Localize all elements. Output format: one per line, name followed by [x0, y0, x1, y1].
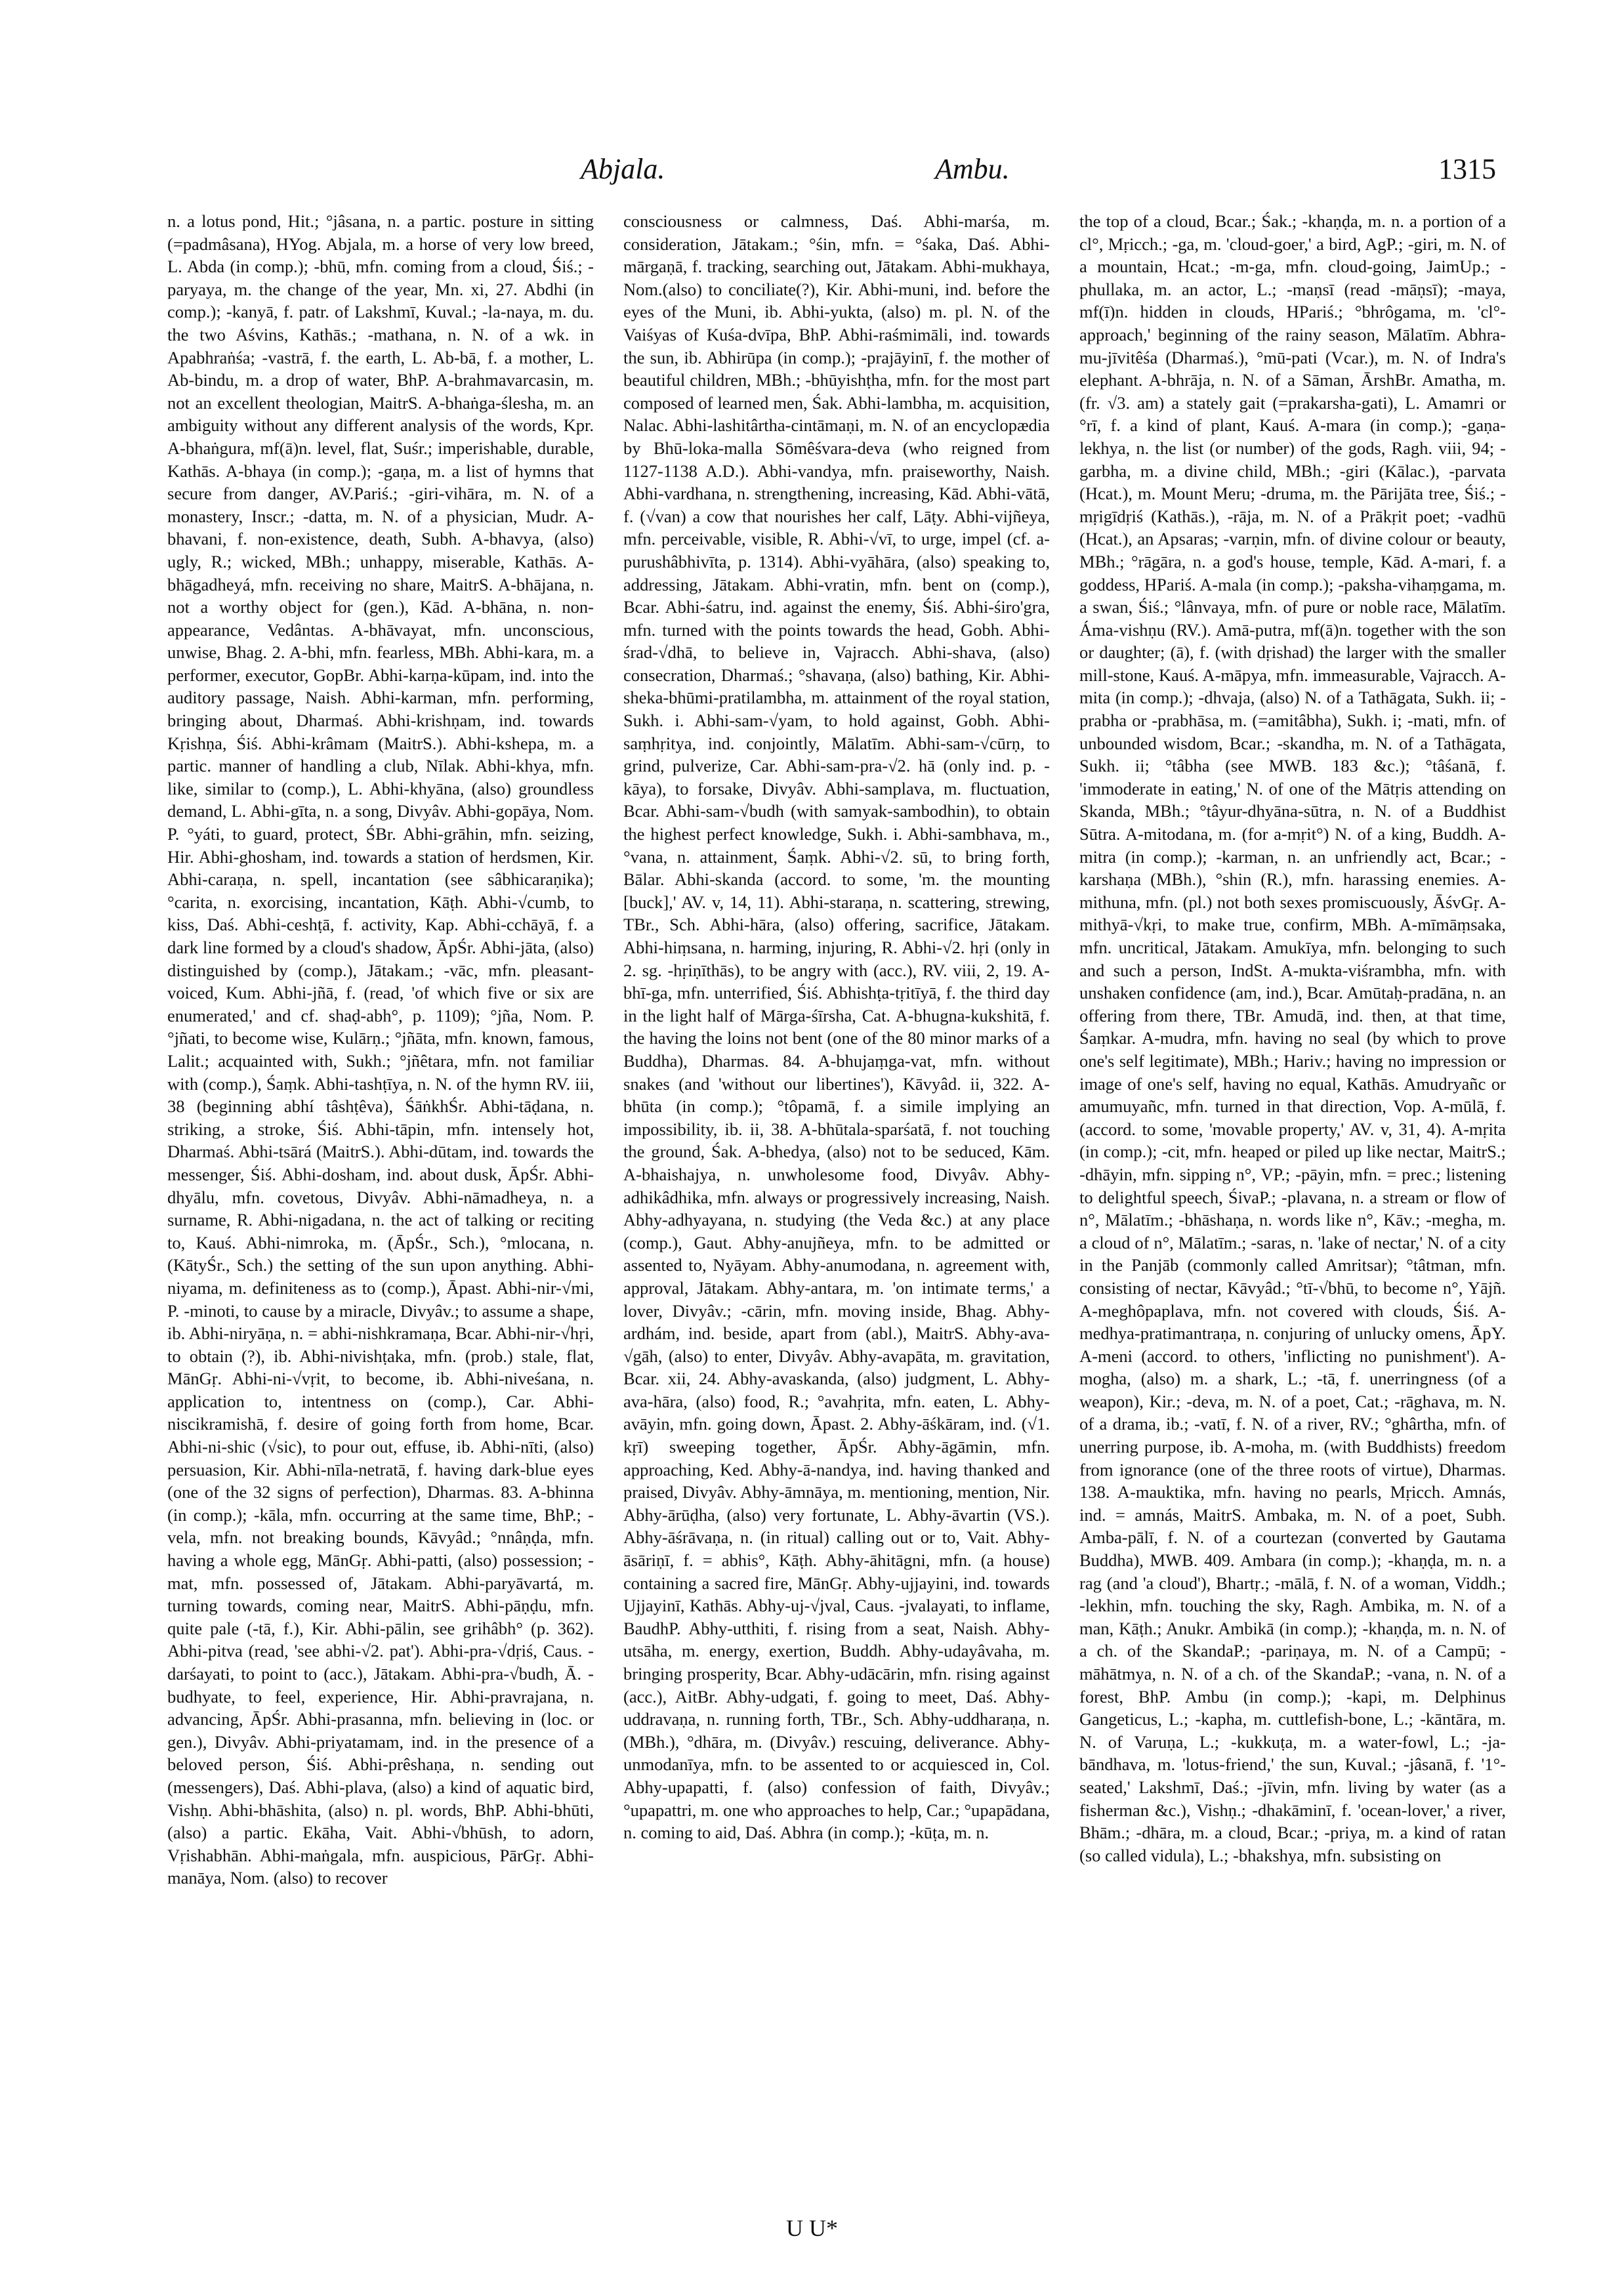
- column-1: [167, 210, 594, 2152]
- column-3: [1079, 210, 1506, 2152]
- column-3-text: the top of a cloud, Bcar.; Śak.; -khaṇḍa, m. n. a portion of a cl°, Mṛicch.; -ga, m. 'cloud-goer,' a bird, AgP.; -giri, m. N. of a mountain, Hcat.; -m-ga, mfn. cloud-going, JaimUp.; -phullaka, m. an actor, L.; -maṇsī (read -māṇsī); -maya, mf(ī)n. hidden in clouds, HPariś.; °bhrôgama, m. 'cl°-approach,' beginning of the rainy season, Mālatīm. Abhra-mu-jīvitêśa (Dharmaś.), °mū-pati (Vcar.), m. N. of Indra's elephant. A-bhrāja, n. N. of a Sāman, ĀrshBr. Amatha, m. (fr. √3. am) a stately gait (=prakarsha-gati), L. Amamri or °rī, f. a kind of plant, Kauś. A-mara (in comp.); -gaṇa-lekhya, n. the list (or number) of the gods, Ragh. viii, 94; -garbha, m. a divine child, MBh.; -giri (Kālac.), -parvata (Hcat.), m. Mount Meru; -druma, m. the Pārijāta tree, Śiś.; -mṛigīdṛiś (Kathās.), -rāja, m. N. of a Prākṛit poet; -vadhū (Hcat.), an Apsaras; -varṇin, mfn. of divine colour or beauty, MBh.; °rāgāra, n. a god's house, temple, Kād. A-mari, f. a goddess, HPariś. A-mala (in comp.); -paksha-vihaṃgama, m. a swan, Śiś.; °lânvaya, mfn. of pure or noble race, Mālatīm. Áma-vishṇu (RV.). Amā-putra, mf(ā)n. together with the son or daughter; (ā), f. (with dṛishad) the larger with the smaller mill-stone, Kauś. A-māpya, mfn. immeasurable, Vajracch. A-mita (in comp.); -dhvaja, (also) N. of a Tathāgata, Sukh. ii; -prabha or -prabhāsa, m. (=amitâbha), Sukh. i; -mati, mfn. of unbounded wisdom, Bcar.; -skandha, m. N. of a Tathāgata, Sukh. ii; °tâbha (see MWB. 183 &c.); °tâśanā, f. 'immoderate in eating,' N. of one of the Mātṛis attending on Skanda, MBh.; °tâyur-dhyāna-sūtra, n. N. of a Buddhist Sūtra. A-mitodana, m. (for a-mṛit°) N. of a king, Buddh. A-mitra (in comp.); -karman, n. an unfriendly act, Bcar.; -karshaṇa (MBh.), °shin (R.), mfn. harassing enemies. A-mithuna, mfn. (pl.) not both sexes promiscuously, ĀśvGṛ. A-mithyā-√kṛi, to make true, confirm, MBh. A-mīmāṃsaka, mfn. uncritical, Jātakam. Amukīya, mfn. belonging to such and such a person, IndSt. A-mukta-viśrambha, mfn. with unshaken confidence (am, ind.), Bcar. Amūtaḥ-pradāna, n. an offering from there, TBr. Amudā, ind. then, at that time, Śaṃkar. A-mudra, mfn. having no seal (by which to prove one's self legitimate), MBh.; Hariv.; having no impression or image of one's self, having no equal, Kathās. Amudryañc or amumuyañc, mfn. turned in that direction, Vop. A-mūlā, f. (accord. to some, 'movable property,' AV. v, 31, 4). A-mṛita (in comp.); -cit, mfn. heaped or piled up like nectar, MaitrS.; -dhāyin, mfn. sipping n°, VP.; -pāyin, mfn. = prec.; listening to delightful speech, ŚivaP.; -plavana, n. a stream or flow of n°, Mālatīm.; -bhāshaṇa, n. words like n°, Kāv.; -megha, m. a cloud of n°, Mālatīm.; -saras, n. 'lake of nectar,' N. of a city in the Panjāb (commonly called Amritsar); °tâtman, mfn. consisting of nectar, Kāvyâd.; °tī-√bhū, to become n°, Yājñ. A-meghôpaplava, mfn. not covered with clouds, Śiś. A-medhya-pratimantraṇa, n. conjuring of unlucky omens, ĀpY. A-meni (accord. to others, 'inflicting no punishment'). A-mogha, (also) m. a shark, L.; -tā, f. unerringness (of a weapon), Kir.; -deva, m. N. of a poet, Cat.; -rāghava, m. N. of a drama, ib.; -vatī, f. N. of a river, RV.; °ghârtha, mfn. of unerring purpose, ib. A-moha, m. (with Buddhists) freedom from ignorance (one of the three roots of virtue), Dharmas. 138. A-mauktika, mfn. having no pearls, Mṛicch. Amnás, ind. = amnás, MaitrS. Ambaka, m. N. of a poet, Subh. Amba-pālī, f. N. of a courtezan (converted by Gautama Buddha), MWB. 409. Ambara (in comp.); -khaṇḍa, m. n. a rag (and 'a cloud'), Bhartṛ.; -mālā, f. N. of a woman, Viddh.; -lekhin, mfn. touching the sky, Ragh. Ambika, m. N. of a man, Kāṭh.; Anukr. Ambikā (in comp.); -khaṇḍa, m. n. N. of a ch. of the SkandaP.; -pariṇaya, m. N. of a Campū; -māhātmya, n. N. of a ch. of the SkandaP.; -vana, n. N. of a forest, BhP. Ambu (in comp.); -kapi, m. Delphinus Gangeticus, L.; -kapha, m. cuttlefish-bone, L.; -kāntāra, m. N. of Varuṇa, L.; -kukkuṭa, m. a water-fowl, L.; -ja-bāndhava, m. 'lotus-friend,' the sun, Kuval.; -jâsanā, f. '1°-seated,' Lakshmī, Daś.; -jīvin, mfn. living by water (as a fisherman &c.), Vishṇ.; -dhakāminī, f. 'ocean-lover,' a river, Bhām.; -dhāra, m. a cloud, Bcar.; -priya, m. a kind of ratan (so called vidula), L.; -bhakshya, mfn. subsisting on: [1079, 211, 1506, 1865]
- right-running-headword: Ambu.: [935, 153, 1010, 185]
- left-running-headword: Abjala.: [581, 153, 665, 185]
- page-header: [167, 152, 1496, 198]
- signature-mark: U U*: [786, 2215, 838, 2241]
- column-2: [623, 210, 1050, 2152]
- page-number: 1315: [1438, 153, 1496, 185]
- column-2-text: consciousness or calmness, Daś. Abhi-marśa, m. consideration, Jātakam.; °śin, mfn. = °śaka, Daś. Abhi-mārgaṇā, f. tracking, searching out, Jātakam. Abhi-mukhaya, Nom.(also) to conciliate(?), Kir. Abhi-muni, ind. before the eyes of the Muni, ib. Abhi-yukta, (also) m. pl. N. of the Vaiśyas of Kuśa-dvīpa, BhP. Abhi-raśmimāli, ind. towards the sun, ib. Abhirūpa (in comp.); -prajāyinī, f. the mother of beautiful children, MBh.; -bhūyishṭha, mfn. for the most part composed of learned men, Śak. Abhi-lambha, m. acquisition, Nalac. Abhi-lashitârtha-cintāmaṇi, m. N. of an encyclopædia by Bhū-loka-malla Sōmêśvara-deva (who reigned from 1127-1138 A.D.). Abhi-vandya, mfn. praiseworthy, Naish. Abhi-vardhana, n. strengthening, increasing, Kād. Abhi-vātā, f. (√van) a cow that nourishes her calf, Lāṭy. Abhi-vijñeya, mfn. perceivable, visible, R. Abhi-√vī, to urge, impel (cf. a-purushâbhivīta, p. 1314). Abhi-vyāhāra, (also) speaking to, addressing, Jātakam. Abhi-vratin, mfn. bent on (comp.), Bcar. Abhi-śatru, ind. against the enemy, Śiś. Abhi-śiro'gra, mfn. turned with the points towards the head, Gobh. Abhi-śrad-√dhā, to believe in, Vajracch. Abhi-shava, (also) consecration, Dharmaś.; °shavaṇa, (also) bathing, Kir. Abhi-sheka-bhūmi-pratilambha, m. attainment of the royal station, Sukh. i. Abhi-sam-√yam, to hold against, Gobh. Abhi-saṃhṛitya, ind. conjointly, Mālatīm. Abhi-sam-√cūrṇ, to grind, pulverize, Car. Abhi-sam-pra-√2. hā (only ind. p. -kāya), to forsake, Divyâv. Abhi-samplava, m. fluctuation, Bcar. Abhi-sam-√budh (with samyak-sambodhin), to obtain the highest perfect knowledge, Sukh. i. Abhi-sambhava, m., °vana, n. attainment, Śaṃk. Abhi-√2. sū, to bring forth, Bālar. Abhi-skanda (accord. to some, 'm. the mounting [buck],' AV. v, 14, 11). Abhi-staraṇa, n. scattering, strewing, TBr., Sch. Abhi-hāra, (also) offering, sacrifice, Jātakam. Abhi-hiṃsana, n. harming, injuring, R. Abhi-√2. hṛi (only in 2. sg. -hṛiṇīthās), to be angry with (acc.), RV. viii, 2, 19. A-bhī-ga, mfn. unterrified, Śiś. Abhishṭa-tṛitīyā, f. the third day in the light half of Mārga-śīrsha, Cat. A-bhugna-kukshitā, f. the having the loins not bent (one of the 80 minor marks of a Buddha), Dharmas. 84. A-bhujaṃga-vat, mfn. without snakes (and 'without our libertines'), Kāvyâd. ii, 322. A-bhūta (in comp.); °tôpamā, f. a simile implying an impossibility, ib. ii, 38. A-bhūtala-sparśatā, f. not touching the ground, Śak. A-bhedya, (also) not to be seduced, Kām. A-bhaishajya, n. unwholesome food, Divyâv. Abhy-adhikâdhika, mfn. always or progressively increasing, Naish. Abhy-adhyayana, n. studying (the Veda &c.) at any place (comp.), Gaut. Abhy-anujñeya, mfn. to be admitted or assented to, Nyāyam. Abhy-anumodana, n. agreement with, approval, Jātakam. Abhy-antara, m. 'on intimate terms,' a lover, Divyâv.; -cārin, mfn. moving inside, Bhag. Abhy-ardhám, ind. beside, apart from (abl.), MaitrS. Abhy-ava-√gāh, (also) to enter, Divyâv. Abhy-avapāta, m. gravitation, Bcar. xii, 24. Abhy-avaskanda, (also) judgment, L. Abhy-ava-hāra, (also) food, R.; °avahṛita, mfn. eaten, L. Abhy-avāyin, mfn. going down, Āpast. 2. Abhy-āśkāram, ind. (√1. kṛī) sweeping together, ĀpŚr. Abhy-āgāmin, mfn. approaching, Ked. Abhy-ā-nandya, ind. having thanked and praised, Divyâv. Abhy-āmnāya, m. mentioning, mention, Nir. Abhy-ārūḍha, (also) very fortunate, L. Abhy-āvartin (VS.). Abhy-āśrāvaṇa, n. (in ritual) calling out or to, Vait. Abhy-āsāriṇī, f. = abhis°, Kāṭh. Abhy-āhitāgni, mfn. (a house) containing a sacred fire, MānGṛ. Abhy-ujjayini, ind. towards Ujjayinī, Kathās. Abhy-uj-√jval, Caus. -jvalayati, to inflame, BaudhP. Abhy-utthiti, f. rising from a seat, Naish. Abhy-utsāha, m. energy, exertion, Buddh. Abhy-udayâvaha, m. bringing prosperity, Bcar. Abhy-udācārin, mfn. rising against (acc.), AitBr. Abhy-udgati, f. going to meet, Daś. Abhy-uddravaṇa, n. running forth, TBr., Sch. Abhy-uddharaṇa, n. (MBh.), °dhāra, m. (Divyâv.) rescuing, deliverance. Abhy-unmodanīya, mfn. to be assented to or acquiesced in, Col. Abhy-upapatti, f. (also) confession of faith, Divyâv.; °upapattri, m. one who approaches to help, Car.; °upapādana, n. coming to aid, Daś. Abhra (in comp.); -kūṭa, m. n.: [623, 211, 1050, 1843]
- column-1-text: n. a lotus pond, Hit.; °jâsana, n. a partic. posture in sitting (=padmâsana), HYog. Abjala, m. a horse of very low breed, L. Abda (in comp.); -bhū, mfn. coming from a cloud, Śiś.; -paryaya, m. the change of the year, Mn. xi, 27. Abdhi (in comp.); -kanyā, f. patr. of Lakshmī, Kuval.; -la-naya, m. du. the two Aśvins, Kathās.; -mathana, n. N. of a wk. in Apabhraṅśa; -vastrā, f. the earth, L. Ab-bā, f. a mother, L. Ab-bindu, m. a drop of water, BhP. A-brahmavarcasin, m. not an excellent theologian, MaitrS. A-bhaṅga-ślesha, m. an ambiguity without any different analysis of the words, Kpr. A-bhaṅgura, mf(ā)n. level, flat, Suśr.; imperishable, durable, Kathās. A-bhaya (in comp.); -gaṇa, m. a list of hymns that secure from danger, AV.Pariś.; -giri-vihāra, m. N. of a monastery, Inscr.; -datta, m. N. of a physician, Mudr. A-bhavani, f. non-existence, death, Subh. A-bhavya, (also) ugly, R.; wicked, MBh.; unhappy, miserable, Kathās. A-bhāgadheyá, mfn. receiving no share, MaitrS. A-bhājana, n. not a worthy object for (gen.), Kād. A-bhāna, n. non-appearance, Vedântas. A-bhāvayat, mfn. unconscious, unwise, Bhag. 2. A-bhi, mfn. fearless, MBh. Abhi-kara, m. a performer, executor, GopBr. Abhi-karṇa-kūpam, ind. into the auditory passage, Naish. Abhi-karman, mfn. performing, bringing about, Dharmaś. Abhi-krishṇam, ind. towards Kṛishṇa, Śiś. Abhi-krâmam (MaitrS.). Abhi-kshepa, m. a partic. manner of handling a club, Nīlak. Abhi-khya, mfn. like, similar to (comp.), L. Abhi-khyāna, (also) groundless demand, L. Abhi-gīta, n. a song, Divyâv. Abhi-gopāya, Nom. P. °yáti, to guard, protect, ŚBr. Abhi-grāhin, mfn. seizing, Hir. Abhi-ghosham, ind. towards a station of herdsmen, Kir. Abhi-caraṇa, n. spell, incantation (see sâbhicaraṇika); °carita, n. exorcising, incantation, Kāṭh. Abhi-√cumb, to kiss, Daś. Abhi-ceshṭā, f. activity, Kap. Abhi-cchāyā, f. a dark line formed by a cloud's shadow, ĀpŚr. Abhi-jāta, (also) distinguished by (comp.), Jātakam.; -vāc, mfn. pleasant-voiced, Kum. Abhi-jñā, f. (read, 'of which five or six are enumerated,' and cf. shaḍ-abh°, p. 1109); °jña, Nom. P. °jñati, to become wise, Kulārṇ.; °jñāta, mfn. known, famous, Lalit.; acquainted with, Sukh.; °jñêtara, mfn. not familiar with (comp.), Śaṃk. Abhi-tashṭīya, n. N. of the hymn RV. iii, 38 (beginning abhí tâshṭêva), ŚāṅkhŚr. Abhi-tāḍana, n. striking, a stroke, Śiś. Abhi-tāpin, mfn. intensely hot, Dharmaś. Abhi-tsārá (MaitrS.). Abhi-dūtam, ind. towards the messenger, Śiś. Abhi-dosham, ind. about dusk, ĀpŚr. Abhi-dhyālu, mfn. covetous, Divyâv. Abhi-nāmadheya, n. a surname, R. Abhi-nigadana, n. the act of talking or reciting to, Kauś. Abhi-nimroka, m. (ĀpŚr., Sch.), °mlocana, n. (KātyŚr., Sch.) the setting of the sun upon anything. Abhi-niyama, m. definiteness as to (comp.), Āpast. Abhi-nir-√mi, P. -minoti, to cause by a miracle, Divyâv.; to assume a shape, ib. Abhi-niryāṇa, n. = abhi-nishkramaṇa, Bcar. Abhi-nir-√hṛi, to obtain (?), ib. Abhi-nivishṭaka, mfn. (prob.) stale, flat, MānGṛ. Abhi-ni-√vṛit, to become, ib. Abhi-niveśana, n. application to, intentness on (comp.), Car. Abhi-niscikramishā, f. desire of going forth from home, Bcar. Abhi-ni-shic (√sic), to pour out, effuse, ib. Abhi-nīti, (also) persuasion, Kir. Abhi-nīla-netratā, f. having dark-blue eyes (one of the 32 signs of perfection), Dharmas. 83. A-bhinna (in comp.); -kāla, mfn. occurring at the same time, BhP.; -vela, mfn. not breaking bounds, Kāvyâd.; °nnâṇḍa, mfn. having a whole egg, MānGṛ. Abhi-patti, (also) possession; -mat, mfn. possessed of, Jātakam. Abhi-paryāvartá, m. turning towards, coming near, MaitrS. Abhi-pāṇḍu, mfn. quite pale (-tā, f.), Kir. Abhi-pālin, see grihâbh° (p. 362). Abhi-pitva (read, 'see abhi-√2. pat'). Abhi-pra-√dṛiś, Caus. -darśayati, to point to (acc.), Jātakam. Abhi-pra-√budh, Ā. -budhyate, to feel, experience, Hir. Abhi-pravrajana, n. advancing, ĀpŚr. Abhi-prasanna, mfn. believing in (loc. or gen.), Divyâv. Abhi-priyatamam, ind. in the presence of a beloved person, Śiś. Abhi-prêshaṇa, n. sending out (messengers), Daś. Abhi-plava, (also) a kind of aquatic bird, Vishṇ. Abhi-bhāshita, (also) n. pl. words, BhP. Abhi-bhūti, (also) a partic. Ekāha, Vait. Abhi-√bhūsh, to adorn, Vṛishabhān. Abhi-maṅgala, mfn. auspicious, PārGṛ. Abhi-manāya, Nom. (also) to recover: [167, 211, 594, 1888]
- text-columns: [167, 210, 1506, 2152]
